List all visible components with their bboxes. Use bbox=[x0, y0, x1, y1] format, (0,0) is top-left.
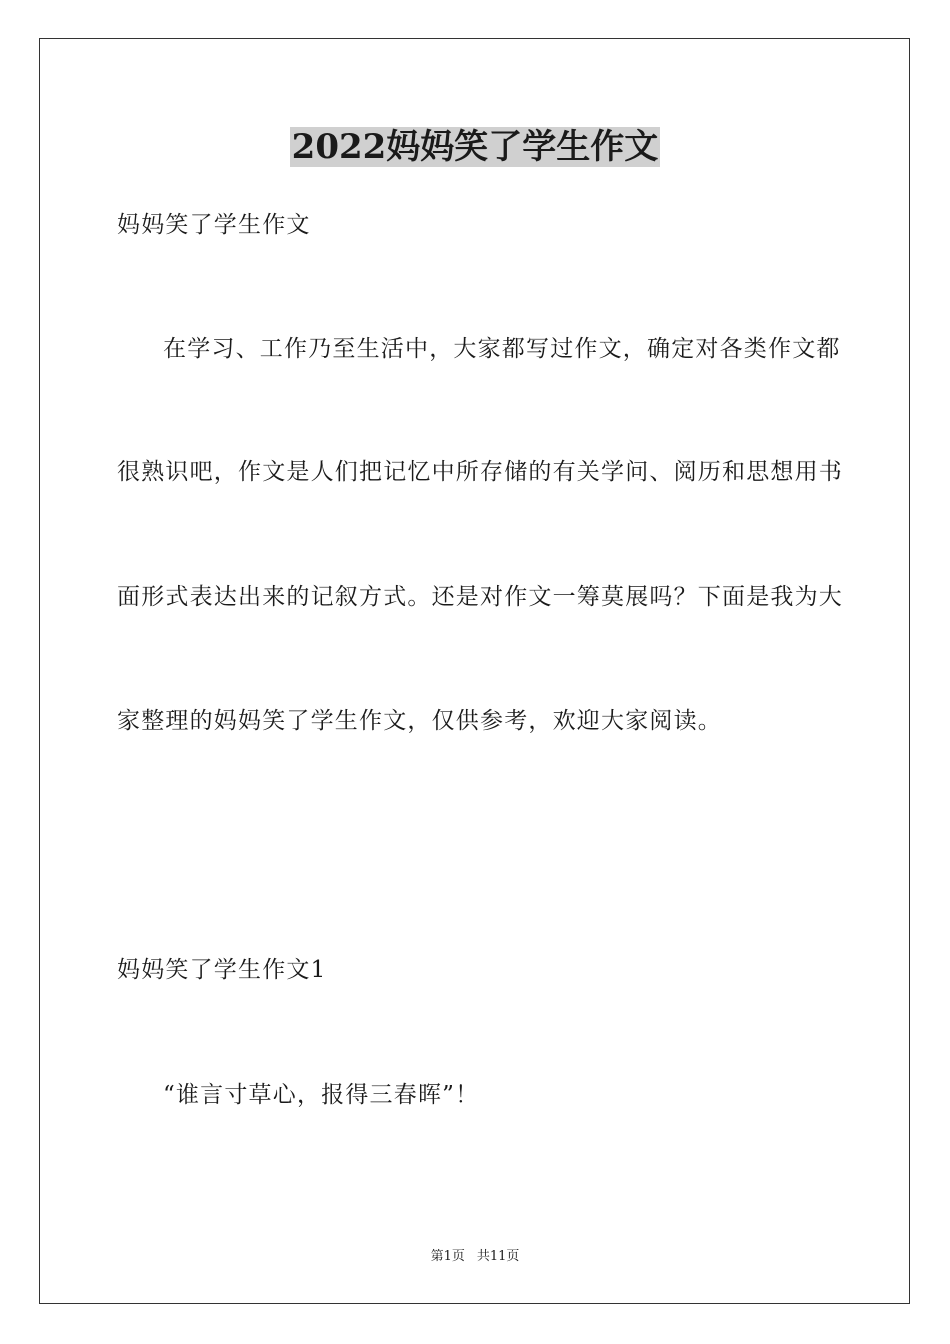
intro-line-1: 在学习、工作乃至生活中，大家都写过作文，确定对各类作文都 bbox=[163, 336, 841, 362]
page-footer bbox=[0, 1248, 950, 1266]
intro-line-3: 面形式表达出来的记叙方式。还是对作文一筹莫展吗？下面是我为大 bbox=[117, 584, 843, 610]
intro-line-4: 家整理的妈妈笑了学生作文，仅供参考，欢迎大家阅读。 bbox=[117, 708, 722, 734]
document-title bbox=[0, 124, 950, 170]
section-heading: 妈妈笑了学生作文1 bbox=[117, 957, 327, 983]
document-subtitle: 妈妈笑了学生作文 bbox=[117, 212, 311, 238]
page-number-current: 第1页 bbox=[430, 1249, 465, 1264]
page-number-total: 共11页 bbox=[476, 1249, 520, 1264]
quote-line: “谁言寸草心，报得三春晖”！ bbox=[163, 1082, 480, 1108]
document-title-text: 2022妈妈笑了学生作文 bbox=[291, 127, 659, 167]
intro-line-2: 很熟识吧，作文是人们把记忆中所存储的有关学问、阅历和思想用书 bbox=[117, 459, 843, 485]
